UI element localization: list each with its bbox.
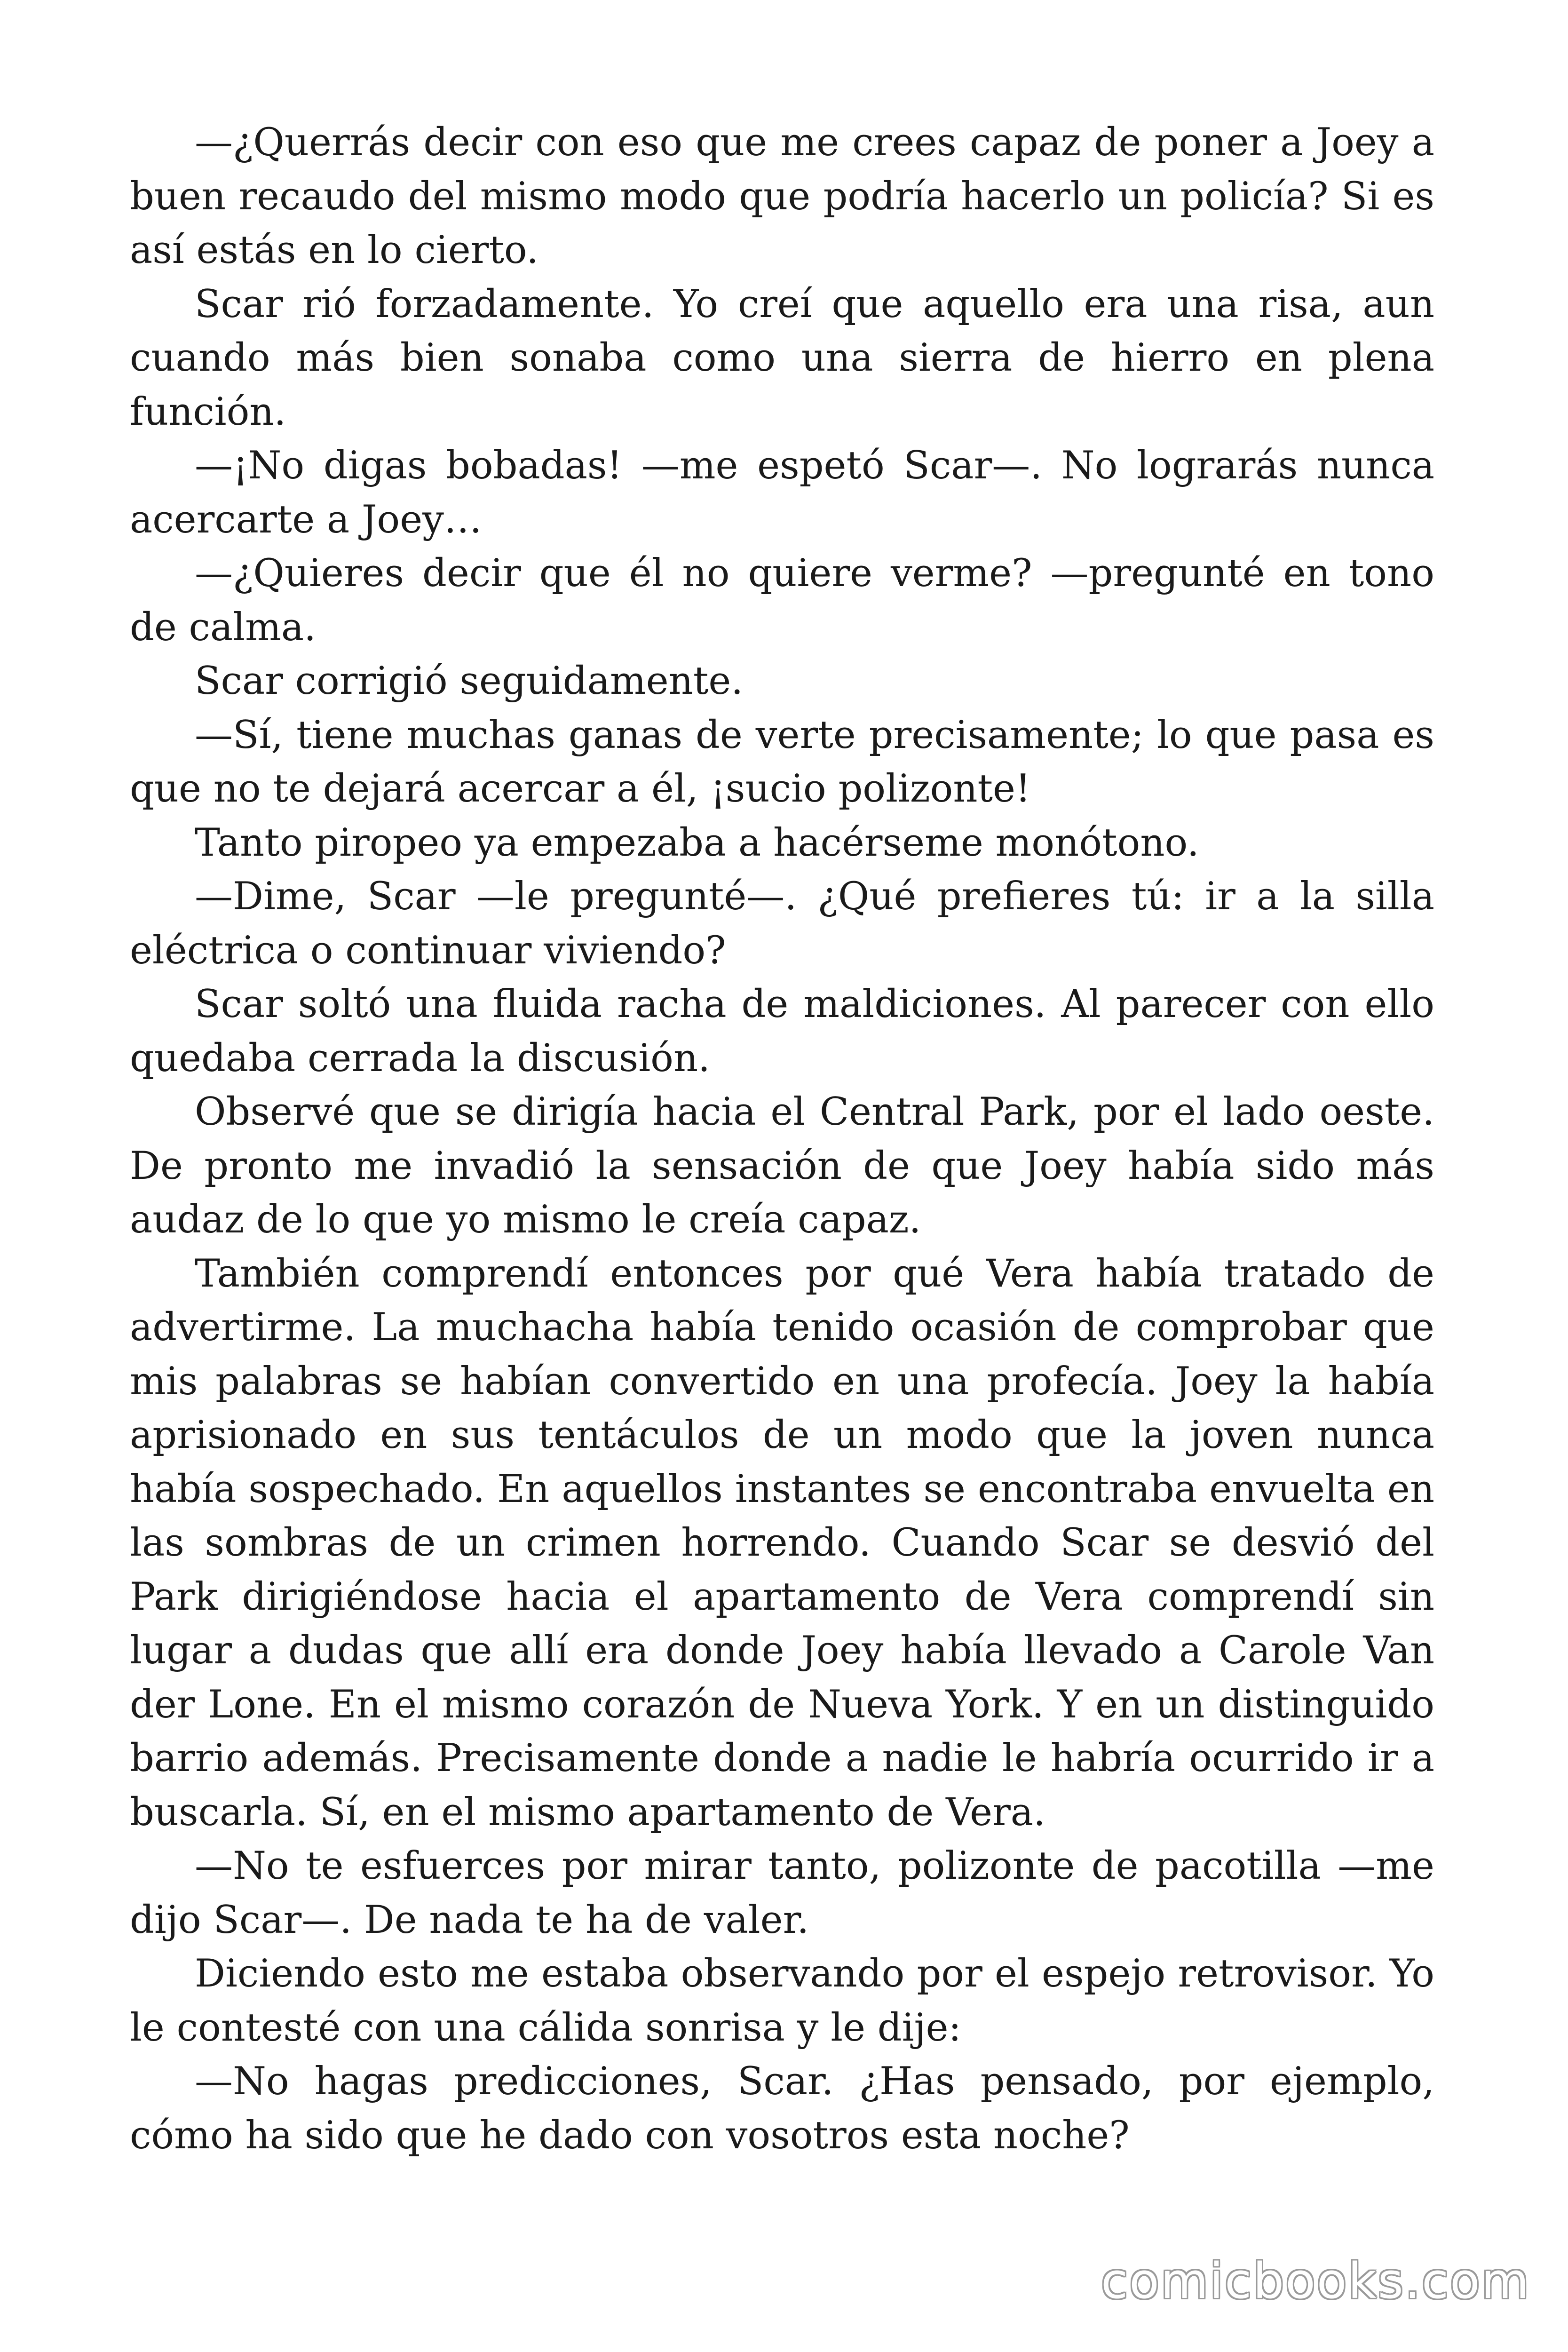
paragraph: —¡No digas bobadas! —me espetó Scar—. No lograrás nunca acercarte a Joey… [130, 444, 1434, 542]
paragraph: —Sí, tiene muchas ganas de verte precisamente; lo que pasa es que no te dejará acercar a él, ¡sucio polizonte! [130, 713, 1434, 811]
paragraph: —No te esfuerces por mirar tanto, polizonte de pacotilla —me dijo Scar—. De nada te ha de valer. [130, 1844, 1434, 1942]
paragraph: —¿Querrás decir con eso que me crees capaz de poner a Joey a buen recaudo del mismo modo que podría hacerlo un policía? Si es así estás en lo cierto. [130, 120, 1434, 272]
watermark: comicbooks.com [1101, 2252, 1530, 2310]
paragraph: Scar rió forzadamente. Yo creí que aquello era una risa, aun cuando más bien sonaba como una sierra de hierro en plena función. [130, 282, 1434, 434]
paragraph: Diciendo esto me estaba observando por el espejo retrovisor. Yo le contesté con una cálida sonrisa y le dije: [130, 1952, 1434, 2050]
paragraph: Tanto piropeo ya empezaba a hacérseme monótono. [195, 820, 1199, 865]
paragraph: Scar soltó una fluida racha de maldiciones. Al parecer con ello quedaba cerrada la discusión. [130, 982, 1434, 1081]
paragraph: —No hagas predicciones, Scar. ¿Has pensado, por ejemplo, cómo ha sido que he dado con vosotros esta noche? [130, 2059, 1434, 2158]
body-text [130, 116, 1434, 2162]
paragraph: —Dime, Scar —le pregunté—. ¿Qué prefieres tú: ir a la silla eléctrica o continuar viviendo? [130, 874, 1434, 973]
paragraph: Scar corrigió seguidamente. [195, 659, 744, 703]
paragraph: —¿Quieres decir que él no quiere verme? —pregunté en tono de calma. [130, 551, 1434, 650]
paragraph: También comprendí entonces por qué Vera había tratado de advertirme. La muchacha había tenido ocasión de comprobar que mis palabras se habían convertido en una profecía. Joey la había aprisionado en sus tentáculos de un modo que la joven nunca había sospechado. En aquellos instantes se encontraba envuelta en las sombras de un crimen horrendo. Cuando Scar se desvió del Park dirigiéndose hacia el apartamento de Vera comprendí sin lugar a dudas que allí era donde Joey había llevado a Carole Van der Lone. En el mismo corazón de Nueva York. Y en un distinguido barrio además. Precisamente donde a nadie le habría ocurrido ir a buscarla. Sí, en el mismo apartamento de Vera. [130, 1251, 1434, 1835]
paragraph: Observé que se dirigía hacia el Central Park, por el lado oeste. De pronto me invadió la sensación de que Joey había sido más audaz de lo que yo mismo le creía capaz. [130, 1090, 1434, 1242]
